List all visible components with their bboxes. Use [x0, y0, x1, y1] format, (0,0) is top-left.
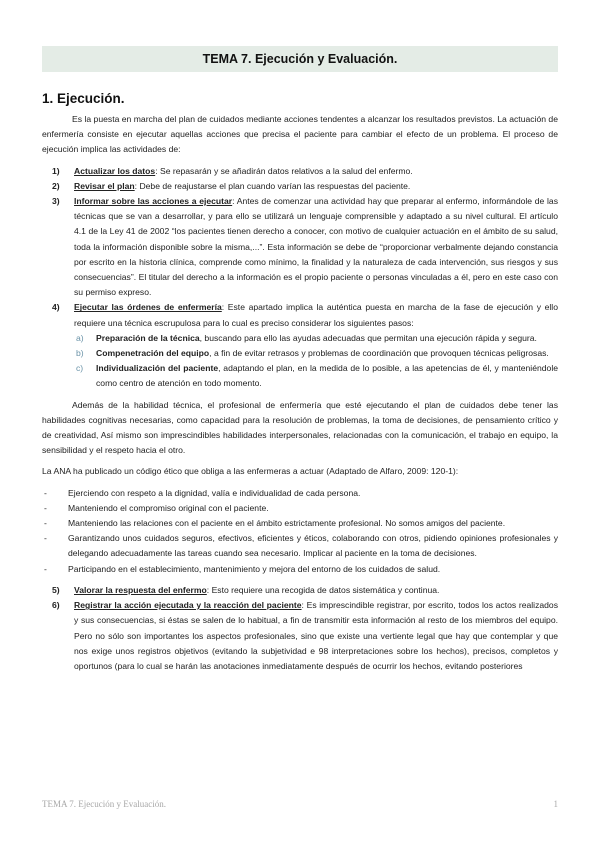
- list-term: Informar sobre las acciones a ejecutar: [74, 196, 233, 207]
- list-term: Revisar el plan: [74, 180, 135, 191]
- sub-list-term: Preparación de la técnica: [96, 332, 200, 343]
- list-number: 6): [52, 600, 60, 611]
- sub-list-term: Compenetración del equipo: [96, 348, 210, 359]
- list-number: 3): [52, 196, 60, 207]
- bullet-item: [42, 562, 558, 577]
- list-term: Valorar la respuesta del enfermo: [74, 584, 207, 595]
- sub-list-letter: a): [76, 332, 84, 343]
- bullet-item: [42, 486, 558, 501]
- bullet-dash: -: [44, 502, 47, 513]
- sub-list-text: , buscando para ello las ayudas adecuadas que permitan una ejecución rápida y segura.: [199, 332, 537, 343]
- footer-title: TEMA 7. Ejecución y Evaluación.: [42, 799, 166, 809]
- document-body: [42, 112, 558, 674]
- sub-list-item: [70, 331, 558, 346]
- bullet-dash: -: [44, 487, 47, 498]
- list-text: : Debe de reajustarse el plan cuando varían las respuestas del paciente.: [134, 180, 411, 191]
- intro-paragraph: Es la puesta en marcha del plan de cuidados mediante acciones tendentes a alcanzar los resultados previstos. La actuación de enfermería consiste en ejecutar aquellas acciones que precisa el paciente para cambiar el efecto de un problema. El proceso de ejecución implica las actividades de:: [42, 114, 558, 155]
- list-text: : Este apartado implica la auténtica puesta en marcha de la fase de ejecución y ello requiere una técnica escrupulosa para lo cual es preciso considerar los siguientes pasos:: [74, 302, 558, 328]
- list-number: 2): [52, 180, 60, 191]
- section-heading: 1. Ejecución.: [42, 91, 125, 106]
- list-item: [42, 583, 558, 598]
- list-number: 5): [52, 584, 60, 595]
- list-item: [42, 598, 558, 674]
- list-text: : Esto requiere una recogida de datos sistemática y continua.: [206, 584, 440, 595]
- list-term: Actualizar los datos: [74, 165, 156, 176]
- list-term: Registrar la acción ejecutada y la reacción del paciente: [74, 600, 302, 611]
- sub-list-letter: c): [76, 363, 84, 374]
- list-text: : Es imprescindible registrar, por escrito, todos los actos realizados y sus consecuencias, si éstas se salen de lo habitual, a fin de transmitir esta información al resto de los miembros del equipo. Pero no sólo son importantes los aspectos profesionales, sino que existe una vertiente legal que hay que contemplar y que nos exige unos registros objetivos (evitando la subjetividad e 98 interpretaciones sobre los hechos), precisos, completos y oportunos (para lo cual se harán las anotaciones inmediatamente después de ocurrir los hechos, evitando posteriores: [74, 600, 558, 671]
- document-title: TEMA 7. Ejecución y Evaluación.: [42, 46, 558, 72]
- list-text: : Se repasarán y se añadirán datos relativos a la salud del enfermo.: [155, 165, 413, 176]
- skills-paragraph: Además de la habilidad técnica, el profesional de enfermería que esté ejecutando el plan de cuidados debe tener las habilidades cognitivas necesarias, como capacidad para la resolución de problemas, la toma de decisiones, de pensamiento crítico y de creatividad, Así mismo son imprescindibles habilidades interpersonales, relacionadas con la comunicación, el trabajo en equipo, la sensibilidad y el respeto hacia el otro.: [42, 399, 558, 456]
- bullet-item: [42, 501, 558, 516]
- bullet-text: Manteniendo las relaciones con el paciente en el ámbito estrictamente profesional. No somos amigos del paciente.: [68, 518, 506, 529]
- list-term: Ejecutar las órdenes de enfermería: [74, 302, 222, 313]
- page-footer: [42, 799, 558, 809]
- list-item: [42, 164, 558, 179]
- sub-list-text: , a fin de evitar retrasos y problemas de coordinación que provoquen técnicas peligrosas.: [209, 348, 549, 359]
- bullet-dash: -: [44, 563, 47, 574]
- list-text: : Antes de comenzar una actividad hay que preparar al enfermo, informándole de las técnicas que se van a desarrollar, y para ello se utilizará un lenguaje comprensible y adaptado a su nivel cultural. El artículo 4.1 de la Ley 41 de 2002 “los pacientes tienen derecho a conocer, con motivo de cualquier actuación en el ámbito de su salud, toda la información disponible sobre la misma,...”. Esta información se debe de “proporcionar verbalmente dejando constancia por escrito en la historia clínica, comprende como mínimo, la finalidad y la naturaleza de cada intervención, sus riesgos y sus consecuencias”. El titular del derecho a la información es el propio paciente o personas vinculadas a él, pero en este caso con su permiso expreso.: [74, 196, 558, 298]
- bullet-dash: -: [44, 518, 47, 529]
- list-number: 4): [52, 302, 60, 313]
- bullet-item: [42, 531, 558, 561]
- sub-list-text: , adaptando el plan, en la medida de lo posible, a las apetencias de él, y manteniéndole como centro de atención en todo momento.: [96, 363, 559, 389]
- bullet-text: Ejerciendo con respeto a la dignidad, valía e individualidad de cada persona.: [68, 487, 361, 498]
- bullet-dash: -: [44, 533, 47, 544]
- sub-list-item: [70, 361, 558, 391]
- sub-list-letter: b): [76, 348, 84, 359]
- bullet-text: Participando en el establecimiento, mantenimiento y mejora del entorno de los cuidados de salud.: [68, 563, 441, 574]
- list-number: 1): [52, 165, 60, 176]
- bullet-text: Garantizando unos cuidados seguros, efectivos, eficientes y éticos, colaborando con otros, pidiendo opiniones profesionales y delegando adecuadamente las tareas cuando sea necesario. Implicar al paciente en la toma de decisiones.: [68, 533, 558, 559]
- bullet-item: [42, 516, 558, 531]
- sub-list-term: Individualización del paciente: [96, 363, 219, 374]
- sub-list-item: [70, 346, 558, 361]
- list-item: [42, 179, 558, 194]
- ana-intro-paragraph: La ANA ha publicado un código ético que obliga a las enfermeras a actuar (Adaptado de Alfaro, 2009: 120-1):: [42, 466, 459, 477]
- list-item: [42, 194, 558, 300]
- list-item: [42, 300, 558, 330]
- page-number: 1: [553, 799, 558, 809]
- bullet-text: Manteniendo el compromiso original con el paciente.: [68, 502, 269, 513]
